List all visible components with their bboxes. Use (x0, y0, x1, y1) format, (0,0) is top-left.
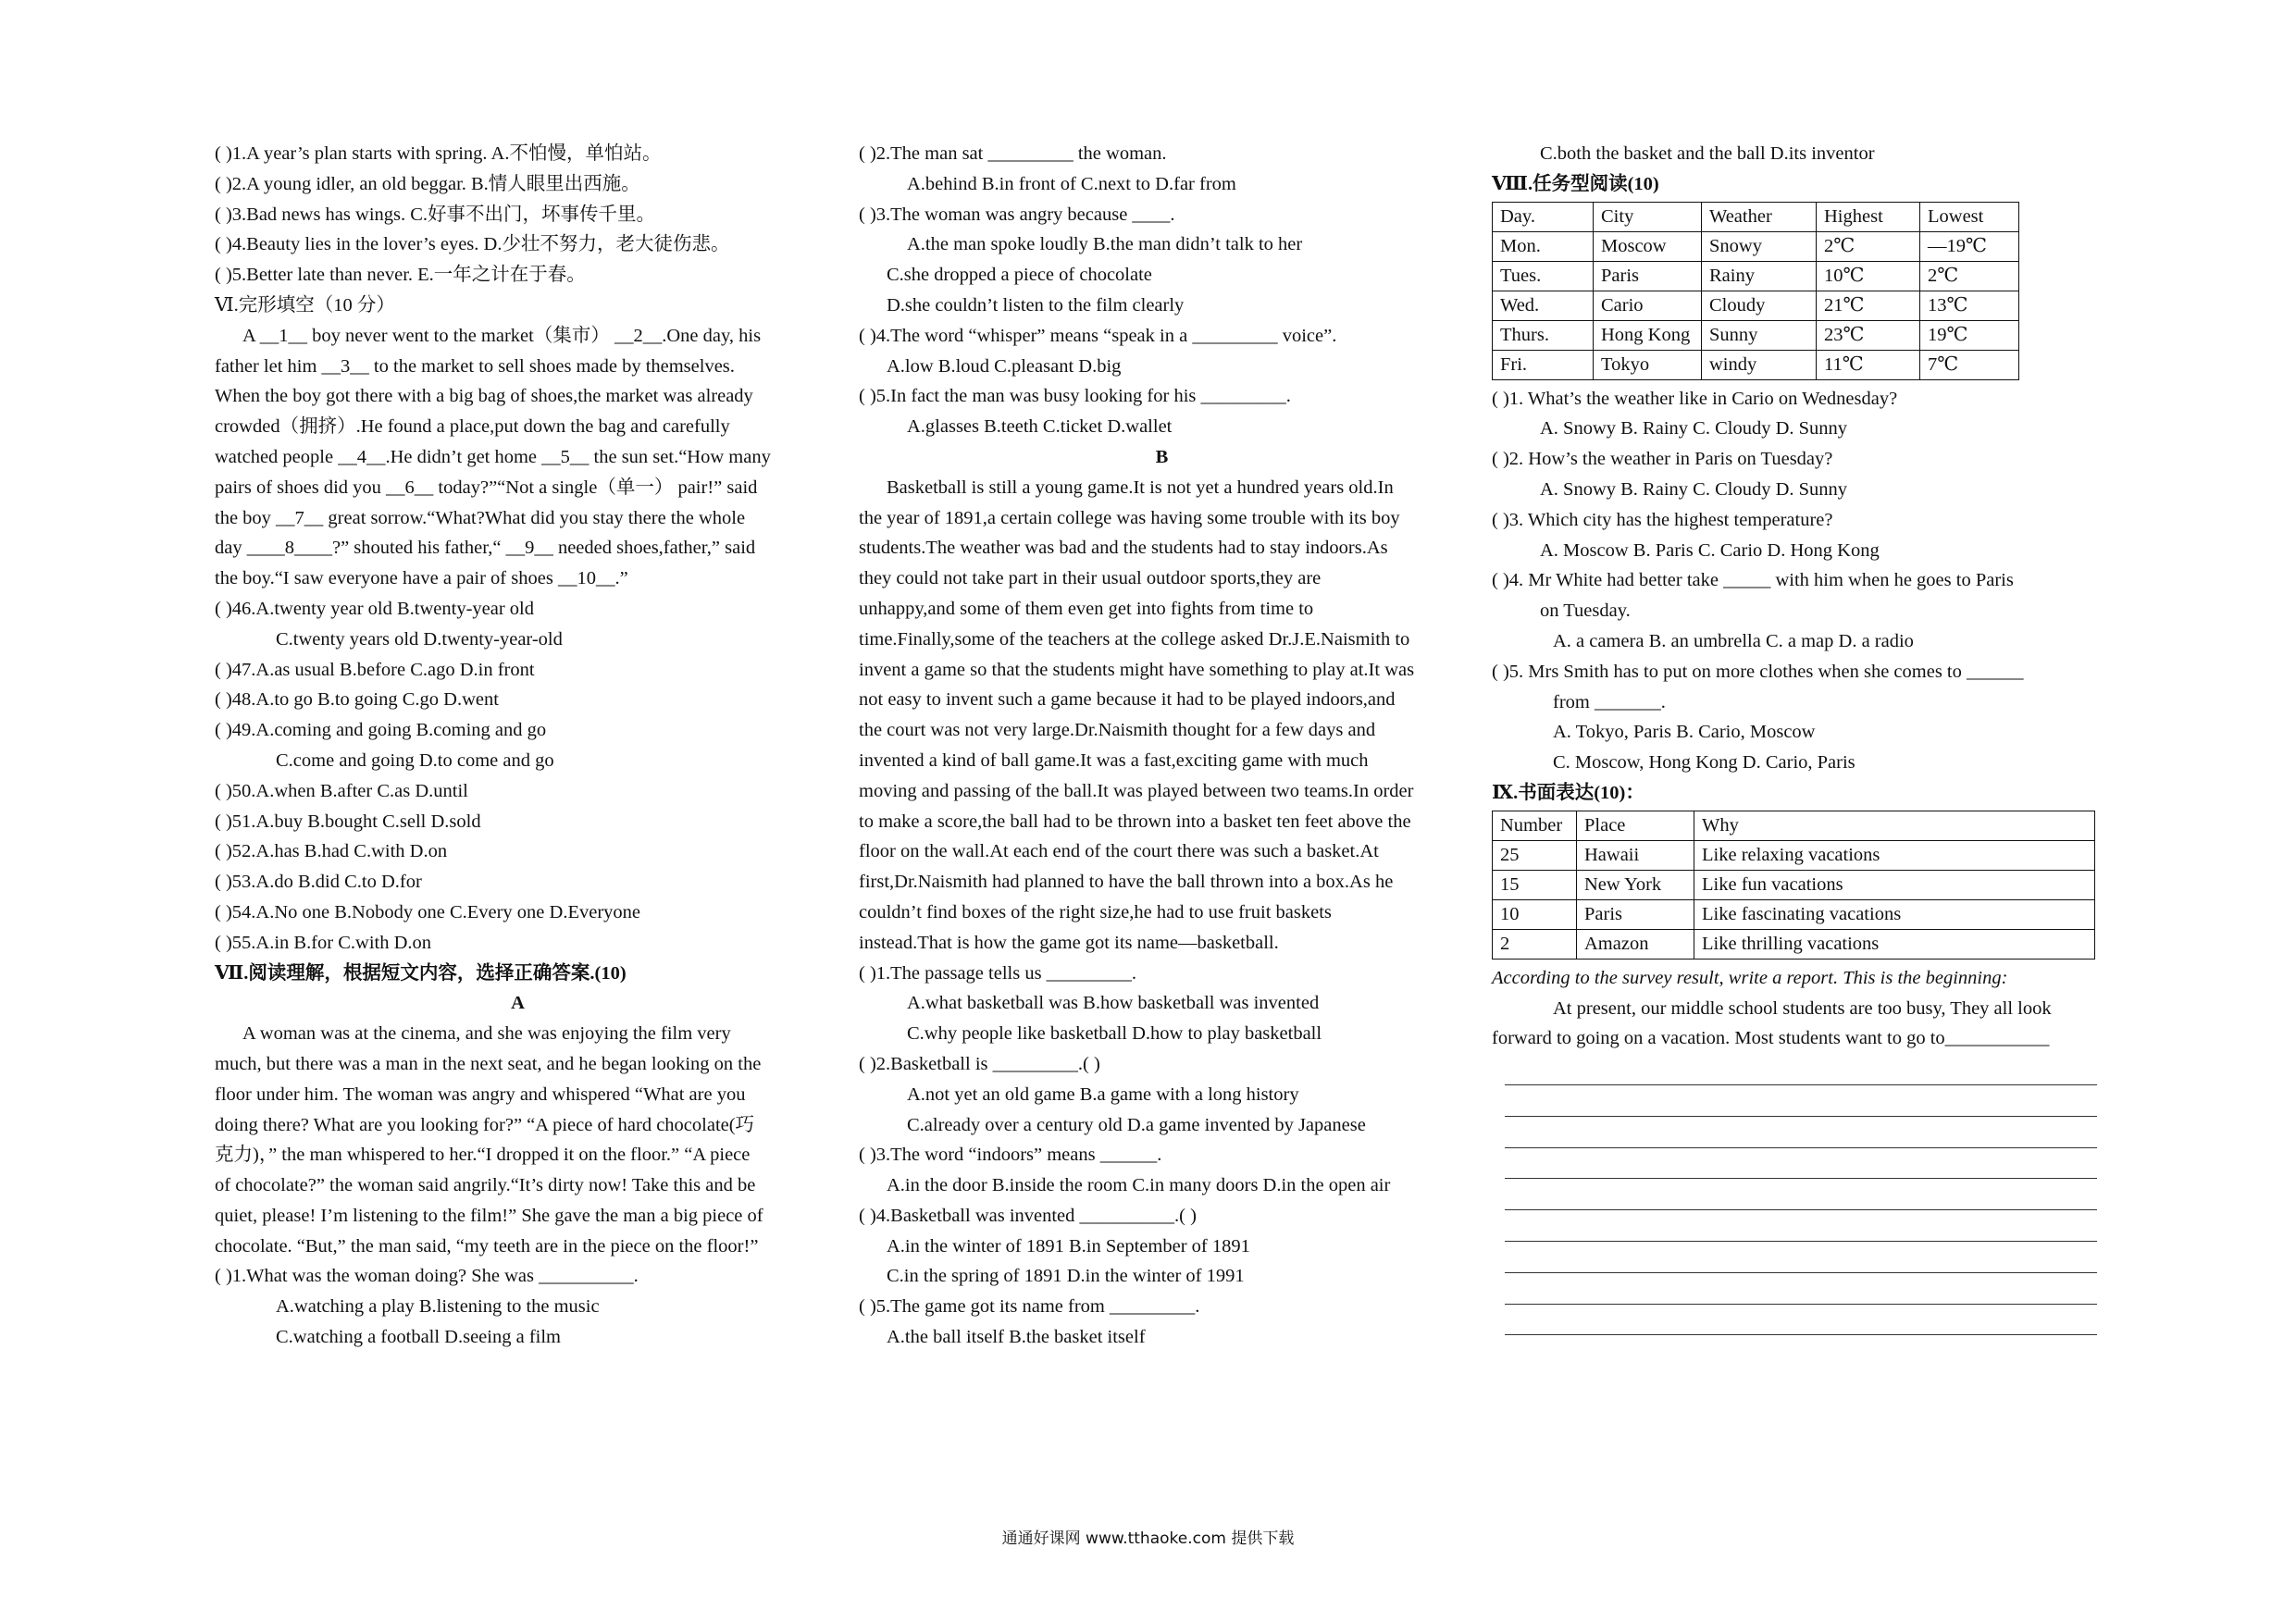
table-cell: Moscow (1594, 231, 1702, 261)
text-line: A (511, 993, 525, 1014)
table-cell: Highest (1817, 202, 1920, 231)
text-line: A.the ball itself B.the basket itself (887, 1327, 1146, 1348)
table-row (1493, 870, 2095, 899)
text-line: A __1__ boy never went to the market（集市） __2__.One day, his (242, 325, 762, 346)
table-cell: Fri. (1493, 350, 1594, 379)
text-line: the boy __7__ great sorrow.“What?What did you stay there the whole (215, 507, 746, 528)
text-line: much, but there was a man in the next seat, and he began looking on the (215, 1053, 762, 1074)
answer-line[interactable] (1505, 1148, 2097, 1180)
text-line: ( )5.In fact the man was busy looking for his _________. (859, 386, 1291, 407)
text-line: ( )54.A.No one B.Nobody one C.Every one D.Everyone (215, 901, 641, 922)
table-cell: 23℃ (1817, 320, 1920, 350)
text-line: they could not take part in their usual outdoor sports,they are (859, 568, 1322, 589)
text-line: ( )5.The game got its name from _________. (859, 1296, 1200, 1318)
text-line: ( )3.The word “indoors” means ______. (859, 1145, 1162, 1166)
text-line: ( )1.A year’s plan starts with spring. A.不怕慢，单怕站。 (215, 143, 662, 164)
table-cell: Snowy (1702, 231, 1817, 261)
text-line: C.in the spring of 1891 D.in the winter of 1991 (887, 1266, 1245, 1287)
column-1 (215, 139, 821, 1353)
text-line: ( )49.A.coming and going B.coming and go (215, 720, 547, 741)
answer-line[interactable] (1505, 1117, 2097, 1148)
text-line: ( )4.Beauty lies in the lover’s eyes. D.少壮不努力，老大徒伤悲。 (215, 234, 730, 255)
text-line: A. Snowy B. Rainy C. Cloudy D. Sunny (1540, 418, 1848, 440)
text-line: C.come and going D.to come and go (276, 749, 554, 771)
text-line: ( )47.A.as usual B.before C.ago D.in front (215, 659, 535, 680)
table-cell: Tues. (1493, 261, 1594, 291)
text-line: forward to going on a vacation. Most students want to go to___________ (1492, 1028, 2050, 1049)
table-cell: New York (1577, 870, 1694, 899)
text-line: A. a camera B. an umbrella C. a map D. a radio (1553, 630, 1914, 651)
table-cell: Sunny (1702, 320, 1817, 350)
table-cell: 7℃ (1920, 350, 2019, 379)
table-row (1493, 320, 2019, 350)
table-cell: Why (1694, 811, 2095, 840)
table-cell: Like fun vacations (1694, 870, 2095, 899)
text-line: doing there? What are you looking for?” “A piece of hard chocolate(巧 (215, 1114, 755, 1135)
text-line: A.low B.loud C.pleasant D.big (887, 355, 1122, 377)
text-line: ( )2.A young idler, an old beggar. B.情人眼里出西施。 (215, 173, 640, 194)
text-line: ( )4.Basketball was invented __________.( ) (859, 1205, 1197, 1226)
text-line: the year of 1891,a certain college was having some trouble with its boy (859, 507, 1400, 528)
table-cell: Rainy (1702, 261, 1817, 291)
text-line: A. Tokyo, Paris B. Cario, Moscow (1553, 722, 1816, 743)
text-line: unhappy,and some of them even get into fights from time to (859, 598, 1314, 619)
text-line: A. Snowy B. Rainy C. Cloudy D. Sunny (1540, 478, 1848, 500)
writing-prompt (1492, 963, 2103, 1054)
text-line: A.in the door B.inside the room C.in many doors D.in the open air (887, 1175, 1391, 1196)
text-line: invent a game so that the students might have something to play at.It was (859, 659, 1415, 680)
answer-line[interactable] (1505, 1273, 2097, 1305)
text-line: ( )1.What was the woman doing? She was __________. (215, 1266, 639, 1287)
table-cell: 19℃ (1920, 320, 2019, 350)
text-line: not easy to invent such a game because it had to be played indoors,and (859, 689, 1396, 711)
table-cell: 13℃ (1920, 291, 2019, 320)
table-cell: Like fascinating vacations (1694, 899, 2095, 929)
text-line: Ⅷ.任务型阅读(10) (1492, 173, 1659, 194)
text-line: D.she couldn’t listen to the film clearly (887, 294, 1185, 316)
text-line: C. Moscow, Hong Kong D. Cario, Paris (1553, 752, 1855, 774)
text-line: ( )2. How’s the weather in Paris on Tuesday? (1492, 449, 1833, 470)
text-line: the boy.“I saw everyone have a pair of shoes __10__.” (215, 568, 628, 589)
table-cell: 11℃ (1817, 350, 1920, 379)
text-line: A.in the winter of 1891 B.in September of 1891 (887, 1235, 1250, 1257)
table-cell: 25 (1493, 840, 1577, 870)
task-reading-questions (1492, 384, 2103, 809)
table-row (1493, 899, 2095, 929)
text-line: ( )3.Bad news has wings. C.好事不出门，坏事传千里。 (215, 204, 656, 225)
text-line: ( )1. What’s the weather like in Cario on Wednesday? (1492, 388, 1898, 409)
table-row (1493, 811, 2095, 840)
table-cell: Weather (1702, 202, 1817, 231)
survey-table (1492, 811, 2095, 960)
table-cell: Place (1577, 811, 1694, 840)
text-line: floor on the wall.At each end of the court there was such a basket.At (859, 841, 1379, 862)
text-line: couldn’t find boxes of the right size,he had to use fruit baskets (859, 901, 1332, 922)
table-cell: Paris (1577, 899, 1694, 929)
text-line: A.glasses B.teeth C.ticket D.wallet (907, 416, 1173, 438)
table-cell: Cloudy (1702, 291, 1817, 320)
text-line: Ⅶ.阅读理解，根据短文内容，选择正确答案.(10) (215, 962, 627, 984)
table-cell: Amazon (1577, 929, 1694, 959)
table-cell: 2℃ (1920, 261, 2019, 291)
text-line: A.the man spoke loudly B.the man didn’t talk to her (907, 234, 1303, 255)
text-line: A.behind B.in front of C.next to D.far from (907, 173, 1236, 194)
table-cell: Mon. (1493, 231, 1594, 261)
table-cell: Like thrilling vacations (1694, 929, 2095, 959)
text-line: ( )51.A.buy B.bought C.sell D.sold (215, 811, 481, 832)
text-line: 克力)，” the man whispered to her.“I dropped it on the floor.” “A piece (215, 1145, 751, 1166)
table-cell: Hawaii (1577, 840, 1694, 870)
text-line: ( )55.A.in B.for C.with D.on (215, 932, 432, 953)
text-line: ( )3.The woman was angry because ____. (859, 204, 1175, 225)
text-line: ( )53.A.do B.did C.to D.for (215, 872, 422, 893)
table-cell: Thurs. (1493, 320, 1594, 350)
text-line: first,Dr.Naismith had planned to have the ball thrown into a box.As he (859, 872, 1394, 893)
text-line: ( )48.A.to go B.to going C.go D.went (215, 689, 499, 711)
text-line: ( )4. Mr White had better take _____ with him when he goes to Paris (1492, 570, 2014, 591)
text-line: on Tuesday. (1540, 601, 1631, 622)
table-cell: 2℃ (1817, 231, 1920, 261)
text-line: C.why people like basketball D.how to play basketball (907, 1023, 1322, 1045)
answer-line[interactable] (1505, 1242, 2097, 1273)
table-cell: windy (1702, 350, 1817, 379)
text-line: chocolate. “But,” the man said, “my teeth are in the piece on the floor!” (215, 1235, 759, 1257)
column-3 (1492, 139, 2103, 1335)
answer-line[interactable] (1505, 1210, 2097, 1242)
column-2 (859, 139, 1465, 1353)
text-line: C.already over a century old D.a game invented by Japanese (907, 1114, 1366, 1135)
table-cell: City (1594, 202, 1702, 231)
text-line: ( )5.Better late than never. E.一年之计在于春。 (215, 265, 586, 286)
text-line: C.she dropped a piece of chocolate (887, 265, 1152, 286)
text-line: quiet, please! I’m listening to the film!” She gave the man a big piece of (215, 1205, 763, 1226)
table-row (1493, 231, 2019, 261)
answer-line[interactable] (1505, 1179, 2097, 1210)
table-row (1493, 261, 2019, 291)
text-line: C.twenty years old D.twenty-year-old (276, 628, 563, 650)
text-line: crowded（拥挤）.He found a place,put down the bag and carefully (215, 416, 730, 438)
text-line: According to the survey result, write a report. This is the beginning: (1492, 967, 2008, 988)
table-cell: Cario (1594, 291, 1702, 320)
table-cell: Tokyo (1594, 350, 1702, 379)
table-cell: Day. (1493, 202, 1594, 231)
text-line: pairs of shoes did you __6__ today?”“Not a single（单一） pair!” said (215, 477, 758, 498)
text-line: students.The weather was bad and the students had to stay indoors.As (859, 538, 1388, 559)
text-line: day ____8____?” shouted his father,“ __9__ needed shoes,father,” said (215, 538, 756, 559)
text-line: ( )5. Mrs Smith has to put on more clothes when she comes to ______ (1492, 661, 2024, 682)
writing-lines[interactable] (1492, 1054, 2103, 1335)
text-line: A.not yet an old game B.a game with a long history (907, 1083, 1299, 1105)
text-line: ( )4.The word “whisper” means “speak in a _________ voice”. (859, 325, 1337, 346)
table-cell: Wed. (1493, 291, 1594, 320)
text-line: father let him __3__ to the market to sell shoes made by themselves. (215, 355, 735, 377)
table-row (1493, 929, 2095, 959)
table-cell: —19℃ (1920, 231, 2019, 261)
text-line: ( )3. Which city has the highest temperature? (1492, 509, 1833, 530)
table-cell: 10 (1493, 899, 1577, 929)
table-cell: 2 (1493, 929, 1577, 959)
table-cell: Paris (1594, 261, 1702, 291)
text-line: Ⅸ.书面表达(10)： (1492, 782, 1644, 803)
text-line: invented a kind of ball game.It was a fast,exciting game with much (859, 749, 1369, 771)
answer-line[interactable] (1505, 1305, 2097, 1336)
text-line: ( )2.The man sat _________ the woman. (859, 143, 1167, 164)
text-line: the court was not very large.Dr.Naismith thought for a few days and (859, 720, 1376, 741)
text-line: ( )52.A.has B.had C.with D.on (215, 841, 448, 862)
table-cell: Number (1493, 811, 1577, 840)
footer-watermark: 通通好课网 www.tthaoke.com 提供下载 (1001, 1529, 1295, 1548)
table-cell: 15 (1493, 870, 1577, 899)
text-line: At present, our middle school students are too busy, They all look (1553, 997, 2052, 1019)
table-cell: 10℃ (1817, 261, 1920, 291)
text-line: floor under him. The woman was angry and whispered “What are you (215, 1083, 746, 1105)
text-line: time.Finally,some of the teachers at the college asked Dr.J.E.Naismith to (859, 628, 1410, 650)
text-line: from _______. (1553, 691, 1666, 712)
text-line: moving and passing of the ball.It was played between two teams.In order (859, 780, 1414, 801)
table-row (1493, 840, 2095, 870)
answer-line[interactable] (1505, 1085, 2097, 1117)
text-line: ( )2.Basketball is _________.( ) (859, 1053, 1100, 1074)
text-line: Ⅵ.完形填空（10 分） (215, 294, 395, 316)
text-line: ( )46.A.twenty year old B.twenty-year old (215, 598, 534, 619)
table-row (1493, 350, 2019, 379)
text-line: A. Moscow B. Paris C. Cario D. Hong Kong (1540, 539, 1880, 561)
text-line: of chocolate?” the woman said angrily.“It’s dirty now! Take this and be (215, 1175, 756, 1196)
text-line: to make a score,the ball had to be thrown into a basket ten feet above the (859, 811, 1411, 832)
table-cell: Lowest (1920, 202, 2019, 231)
text-line: A woman was at the cinema, and she was enjoying the film very (242, 1023, 731, 1045)
weather-table (1492, 202, 2019, 380)
table-row (1493, 202, 2019, 231)
text-line: A.watching a play B.listening to the music (276, 1296, 600, 1318)
text-line: C.watching a football D.seeing a film (276, 1327, 561, 1348)
text-line: C.both the basket and the ball D.its inventor (1540, 143, 1875, 164)
text-line: When the boy got there with a big bag of shoes,the market was already (215, 386, 753, 407)
text-line: A.what basketball was B.how basketball was invented (907, 993, 1320, 1014)
text-line: watched people __4__.He didn’t get home __5__ the sun set.“How many (215, 446, 771, 467)
text-line: instead.That is how the game got its name—basketball. (859, 932, 1279, 953)
task-reading-intro (1492, 139, 2103, 200)
text-line: ( )50.A.when B.after C.as D.until (215, 780, 468, 801)
text-line: Basketball is still a young game.It is not yet a hundred years old.In (887, 477, 1394, 498)
table-cell: Hong Kong (1594, 320, 1702, 350)
text-line: B (1155, 446, 1169, 467)
table-cell: Like relaxing vacations (1694, 840, 2095, 870)
table-row (1493, 291, 2019, 320)
answer-line[interactable] (1505, 1054, 2097, 1085)
text-line: ( )1.The passage tells us _________. (859, 962, 1137, 984)
table-cell: 21℃ (1817, 291, 1920, 320)
